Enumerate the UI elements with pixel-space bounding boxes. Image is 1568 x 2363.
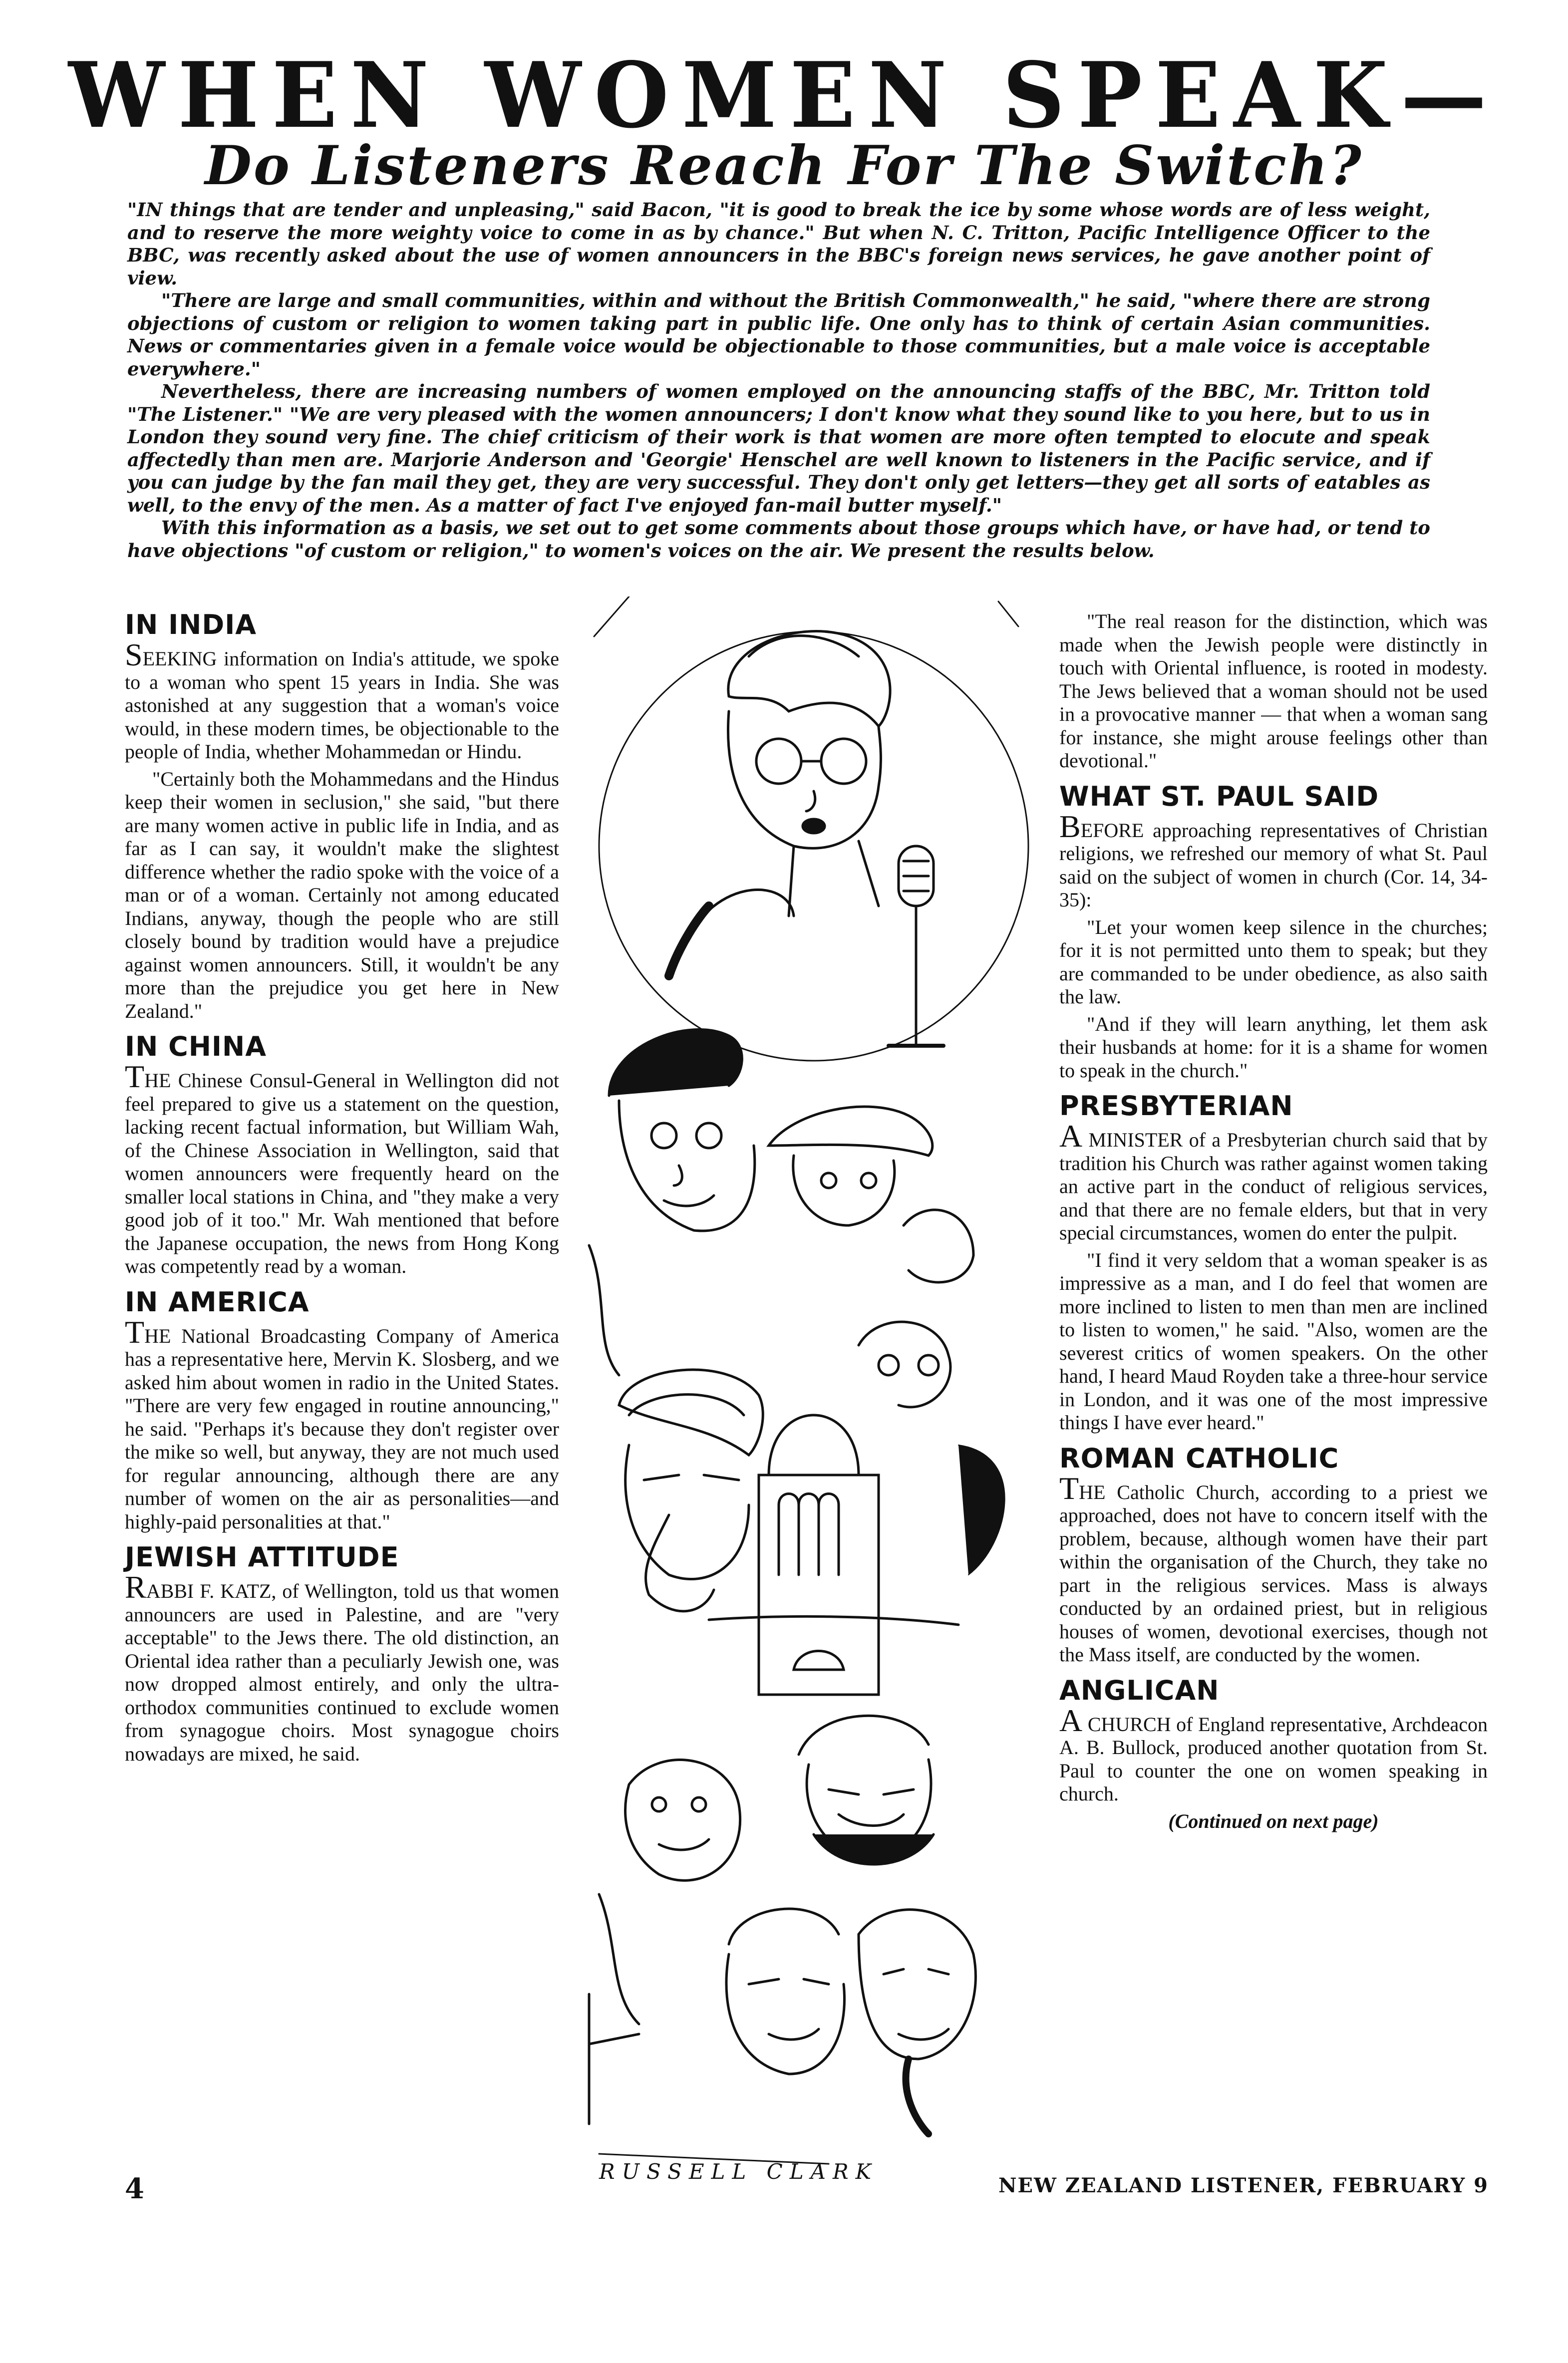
headline-title: WHEN WOMEN SPEAK—: [68, 41, 1500, 149]
drop-cap: A: [1059, 1702, 1083, 1738]
group-figures-bottom: [589, 1909, 975, 2164]
group-figures-china: [619, 1322, 1005, 1611]
intro-paragraph: Nevertheless, there are increasing numbers of women employed on the announcing staffs of the BBC, Mr. Tritton told "The Listener." "We are very pleased with the women announcers; I don't know what they sound like to you here, but to us in London they sound very fine. The chief criticism of their work is that women are more often tempted to elocute and speak affectedly than men are. Marjorie Anderson and 'Georgie' Henschel are well known to listeners in the Pacific service, and if you can judge by the fan mail they get, they are very successful. They don't only get letters—they get all sorts of eatables as well, to the envy of the men. As a matter of fact I've enjoyed fan-mail butter myself.": [127, 380, 1430, 516]
section-heading-roman-catholic: ROMAN CATHOLIC: [1059, 1442, 1339, 1474]
cartoon-illustration: [579, 596, 1048, 2196]
india-paragraph: SEEKING information on India's attitude, we spoke to a woman who spent 15 years in India. She was astonished at any suggestion that a woman's voice would, in these modern times, be objectionable to the people of India, whether Mohammedan or Hindu.: [125, 637, 559, 763]
china-paragraph: THE Chinese Consul-General in Wellington did not feel prepared to give us a statement on the question, lacking recent factual information, but William Wah, of the Chinese Association in Wellington, said that women announcers were frequently heard on the smaller local stations in China, and "they make a very good job of it too." Mr. Wah mentioned that before the Japanese occupation, the news from Hong Kong was competently read by a woman.: [125, 1059, 559, 1277]
india-paragraph: "Certainly both the Mohammedans and the Hindus keep their women in seclusion," she said, "but there are many women active in public life in India, and as far as I can say, it wouldn't make the slightest difference whether the radio spoke with the voice of a man or of a woman. Certainly not among educated Indians, anyway, though the people who are still closely bound by tradition would have a prejudice against women announcers. Still, it wouldn't be any more than the prejudice you get here in New Zealand.": [125, 767, 559, 1022]
roman-catholic-paragraph: THE Catholic Church, according to a priest we approached, does not have to concern itself with the problem, because, although women have their part within the organisation of the Church, they take no part in the religious services. Mass is always conducted by an ordained priest, but in religious houses of women, devotional exercises, though not the Mass itself, are conducted by the women.: [1059, 1470, 1488, 1666]
intro-paragraph: With this information as a basis, we set out to get some comments about those groups which have, or have had, or tend to have objections "of custom or religion," to women's voices on the air. We present the results below.: [127, 517, 1430, 562]
intro-block: [127, 199, 1430, 562]
section-heading-america: IN AMERICA: [125, 1286, 310, 1318]
section-heading-jewish: JEWISH ATTITUDE: [125, 1541, 399, 1573]
church-building: [709, 1415, 958, 1695]
publication-footer: NEW ZEALAND LISTENER, FEBRUARY 9: [998, 2174, 1489, 2197]
anglican-paragraph: A CHURCH of England representative, Archdeacon A. B. Bullock, produced another quotation from St. Paul to counter the one on women speaking in church.: [1059, 1702, 1488, 1805]
drop-cap: T: [1059, 1470, 1079, 1506]
section-heading-china: IN CHINA: [125, 1031, 267, 1062]
jewish-paragraph-continued: "The real reason for the distinction, which was made when the Jewish people were distinctly in touch with Oriental influence, is rooted in modesty. The Jews believed that a woman should not be used in a provocative manner — that when a woman sang for instance, she might arouse feelings other than devotional.": [1059, 610, 1488, 772]
drop-cap: B: [1059, 808, 1081, 844]
microphone-icon: [889, 846, 943, 1046]
woman-announcer-figure: [669, 631, 890, 976]
section-heading-presbyterian: PRESBYTERIAN: [1059, 1090, 1293, 1122]
page-number: 4: [125, 2172, 144, 2205]
headline-subtitle: Do Listeners Reach For The Switch?: [205, 134, 1363, 197]
section-heading-st-paul: WHAT ST. PAUL SAID: [1059, 780, 1379, 812]
st-paul-paragraph: BEFORE approaching representatives of Christian religions, we refreshed our memory of what St. Paul said on the subject of women in church (Cor. 14, 34-35):: [1059, 808, 1488, 911]
left-column: [125, 610, 559, 1770]
continued-note: (Continued on next page): [1168, 1809, 1379, 1832]
right-column: [1059, 610, 1488, 1837]
america-paragraph: THE National Broadcasting Company of America has a representative here, Mervin K. Slosberg, and we asked him about women in radio in the United States. "There are very few engaged in routine announcing," he said. "Perhaps it's because they don't register over the mike so well, but anyway, they are not much used for regular announcing, although there are any number of women on the air as personalities—and highly-paid personalities at that.": [125, 1314, 559, 1533]
st-paul-quote: "And if they will learn anything, let them ask their husbands at home: for it is a shame for women to speak in the church.": [1059, 1012, 1488, 1082]
drop-cap: S: [125, 637, 143, 672]
section-heading-anglican: ANGLICAN: [1059, 1674, 1220, 1706]
intro-paragraph: "There are large and small communities, within and without the British Commonwealth," he said, "where there are strong objections of custom or religion to women taking part in public life. One only has to think of certain Asian communities. News or commentaries given in a female voice would be objectionable to those communities, but a male voice is acceptable everywhere.": [127, 290, 1430, 380]
artist-signature: RUSSELL CLARK: [599, 2159, 878, 2184]
drop-cap: T: [125, 1059, 145, 1094]
jewish-paragraph: RABBI F. KATZ, of Wellington, told us that women announcers are used in Palestine, and are "very acceptable" to the Jews there. The old distinction, an Oriental idea rather than a peculiarly Jewish one, was now dropped almost entirely, and only the ultra-orthodox communities continued to exclude women from synagogue choirs. Most synagogue choirs nowadays are mixed, he said.: [125, 1569, 559, 1765]
drop-cap: R: [125, 1569, 146, 1605]
drop-cap: T: [125, 1314, 145, 1350]
st-paul-quote: "Let your women keep silence in the churches; for it is not permitted unto them to speak; but they are commanded to be under obedience, as also saith the law.: [1059, 915, 1488, 1008]
section-heading-india: IN INDIA: [125, 609, 257, 640]
drop-cap: A: [1059, 1118, 1083, 1154]
presbyterian-paragraph: A MINISTER of a Presbyterian church said that by tradition his Church was rather against women taking an active part in the conduct of religious services, and that there are no female elders, but that in very special circumstances, women do enter the pulpit.: [1059, 1118, 1488, 1244]
presbyterian-paragraph: "I find it very seldom that a woman speaker is as impressive as a man, and I do feel that women are more inclined to listen to men than men are inclined to listen to women," he said. "Also, women are the severest critics of women speakers. On the other hand, I heard Maud Royden take a three-hour service in London, and it was one of the most impressive things I have ever heard.": [1059, 1248, 1488, 1434]
intro-paragraph: "IN things that are tender and unpleasing," said Bacon, "it is good to break the ice by some whose words are of less weight, and to reserve the more weighty voice to come in as by chance." But when N. C. Tritton, Pacific Intelligence Officer to the BBC, was recently asked about the use of women announcers in the BBC's foreign news services, he gave another point of view.: [127, 199, 1430, 289]
group-figures-clergy: [599, 1716, 934, 2024]
